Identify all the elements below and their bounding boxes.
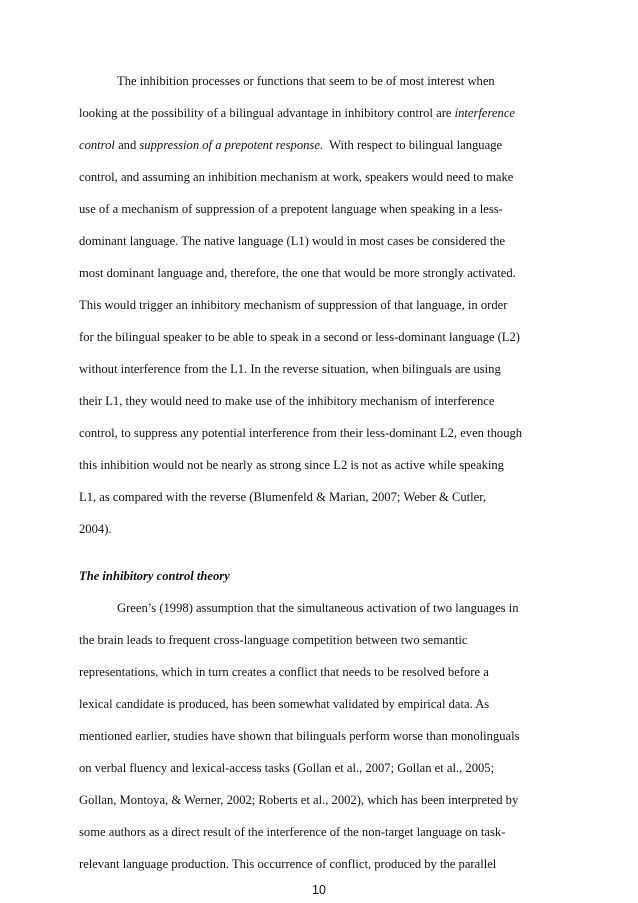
paragraph-1-line-7: most dominant language and, therefore, the one that would be more strongly activated.	[79, 266, 516, 280]
paragraph-1-line-9: for the bilingual speaker to be able to speak in a second or less-dominant language (L2)	[79, 330, 520, 344]
paragraph-1-line-10: without interference from the L1. In the reverse situation, when bilinguals are using	[79, 362, 501, 376]
paragraph-1-line-11: their L1, they would need to make use of the inhibitory mechanism of interference	[79, 394, 495, 408]
paragraph-2-line-9: relevant language production. This occurrence of conflict, produced by the parallel	[79, 857, 497, 871]
paragraph-2-line-4: lexical candidate is produced, has been somewhat validated by empirical data. As	[79, 697, 490, 711]
italic-term-control: control	[79, 138, 115, 152]
paragraph-2-line-2: the brain leads to frequent cross-language competition between two semantic	[79, 633, 468, 647]
paragraph-1-line-1: The inhibition processes or functions that seem to be of most interest when	[117, 74, 495, 88]
paragraph-1-line-6: dominant language. The native language (L1) would in most cases be considered the	[79, 234, 506, 248]
paragraph-2-line-3: representations, which in turn creates a conflict that needs to be resolved before a	[79, 665, 489, 679]
paragraph-1-line-3	[79, 137, 502, 153]
paragraph-1-line-5: use of a mechanism of suppression of a prepotent language when speaking in a less-	[79, 202, 503, 216]
paragraph-1-line-15: 2004).	[79, 522, 112, 536]
page-number: 10	[312, 883, 326, 897]
text-run: and	[114, 138, 140, 152]
paragraph-1-line-4: control, and assuming an inhibition mechanism at work, speakers would need to make	[79, 170, 514, 184]
paragraph-2-line-8: some authors as a direct result of the interference of the non-target language on task-	[79, 825, 506, 839]
text-run: . With respect to bilingual language	[319, 138, 503, 152]
paragraph-1-line-13: this inhibition would not be nearly as strong since L2 is not as active while speaking	[79, 458, 504, 472]
paragraph-1-line-8: This would trigger an inhibitory mechanism of suppression of that language, in order	[79, 298, 508, 312]
paragraph-1-line-14: L1, as compared with the reverse (Blumenfeld & Marian, 2007; Weber & Cutler,	[79, 490, 487, 504]
section-heading: The inhibitory control theory	[79, 569, 230, 583]
paragraph-2-line-1: Green’s (1998) assumption that the simultaneous activation of two languages in	[117, 601, 519, 615]
paragraph-2-line-6: on verbal fluency and lexical-access tasks (Gollan et al., 2007; Gollan et al., 2005;	[79, 761, 495, 775]
text-run: looking at the possibility of a bilingual advantage in inhibitory control are	[79, 106, 455, 120]
italic-term-interference: interference	[454, 106, 516, 120]
paragraph-1-line-12: control, to suppress any potential interference from their less-dominant L2, even though	[79, 426, 523, 440]
paragraph-2-line-5: mentioned earlier, studies have shown that bilinguals perform worse than monolinguals	[79, 729, 520, 743]
paragraph-2-line-7: Gollan, Montoya, & Werner, 2002; Roberts et al., 2002), which has been interpreted by	[79, 793, 519, 807]
italic-term-suppression: suppression of a prepotent response	[139, 138, 320, 152]
paragraph-1-line-2	[79, 105, 515, 121]
